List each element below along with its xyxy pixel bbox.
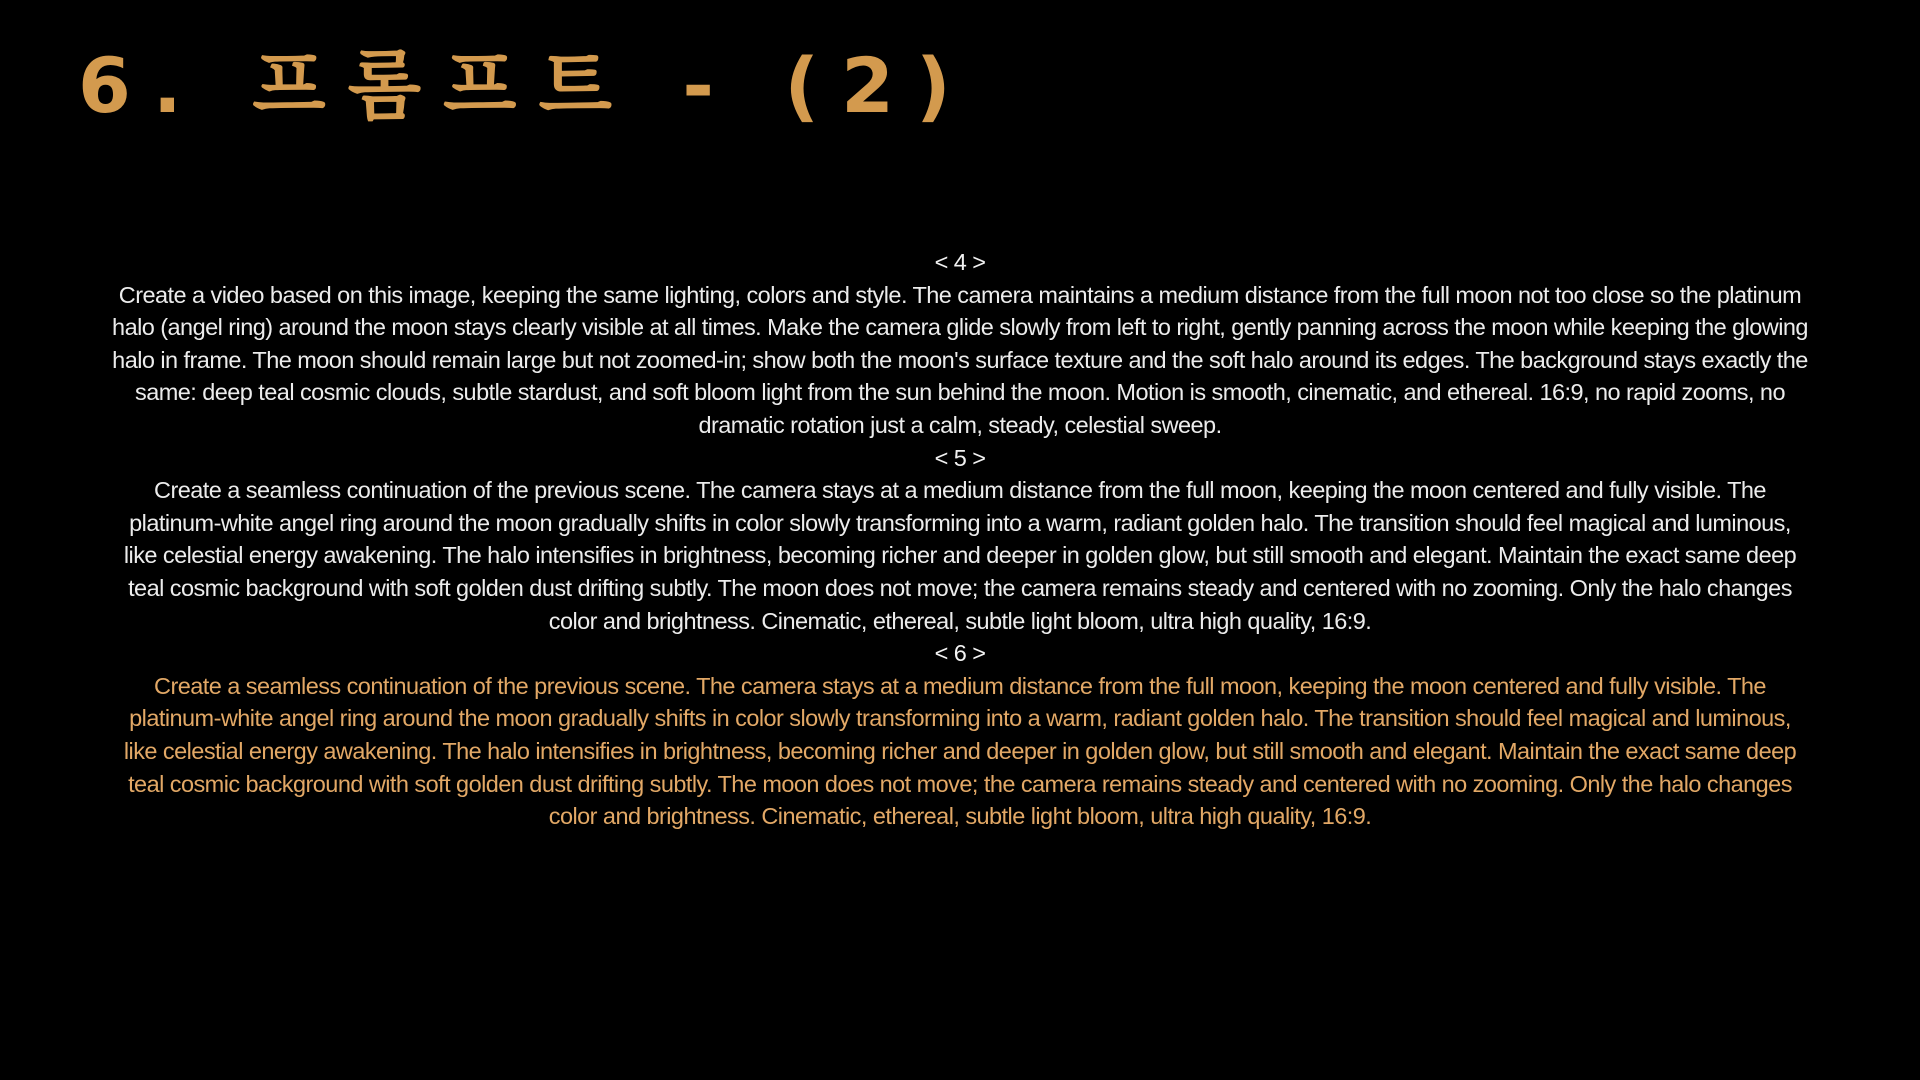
prompt-number-5: < 5 >	[934, 444, 986, 471]
prompt-section-4	[110, 246, 1810, 442]
prompt-section-6	[110, 637, 1810, 833]
prompt-number-4: < 4 >	[934, 249, 986, 275]
prompt-text-4: Create a video based on this image, keeping the same lighting, colors and style. The camera maintains a medium distance from the full moon not too close so the platinum halo (angel ring) around the moon stays clearly visible at all times. Make the camera glide slowly from left to right, gently panning across the moon while keeping the glowing halo in frame. The moon should remain large but not zoomed-in; show both the moon's surface texture and the soft halo around its edges. The background stays exactly the same: deep teal cosmic clouds, subtle stardust, and soft bloom light from the sun behind the moon. Motion is smooth, cinematic, and ethereal. 16:9, no rapid zooms, no dramatic rotation just a calm, steady, celestial sweep.	[112, 281, 1808, 438]
prompt-list	[110, 246, 1810, 833]
prompt-section-5	[110, 442, 1810, 638]
prompt-text-5: Create a seamless continuation of the previous scene. The camera stays at a medium distance from the full moon, keeping the moon centered and fully visible. The platinum-white angel ring around the moon gradually shifts in color slowly transforming into a warm, radiant golden halo. The transition should feel magical and luminous, like celestial energy awakening. The halo intensifies in brightness, becoming richer and deeper in golden glow, but still smooth and elegant. Maintain the exact same deep teal cosmic background with soft golden dust drifting subtly. The moon does not move; the camera remains steady and centered with no zooming. Only the halo changes color and brightness. Cinematic, ethereal, subtle light bloom, ultra high quality, 16:9.	[123, 477, 1797, 634]
prompt-text-6: Create a seamless continuation of the previous scene. The camera stays at a medium distance from the full moon, keeping the moon centered and fully visible. The platinum-white angel ring around the moon gradually shifts in color slowly transforming into a warm, radiant golden halo. The transition should feel magical and luminous, like celestial energy awakening. The halo intensifies in brightness, becoming richer and deeper in golden glow, but still smooth and elegant. Maintain the exact same deep teal cosmic background with soft golden dust drifting subtly. The moon does not move; the camera remains steady and centered with no zooming. Only the halo changes color and brightness. Cinematic, ethereal, subtle light bloom, ultra high quality, 16:9.	[123, 672, 1797, 830]
prompt-number-6: < 6 >	[934, 640, 986, 667]
slide-title: 6. 프롬프트 - (2)	[78, 41, 973, 130]
